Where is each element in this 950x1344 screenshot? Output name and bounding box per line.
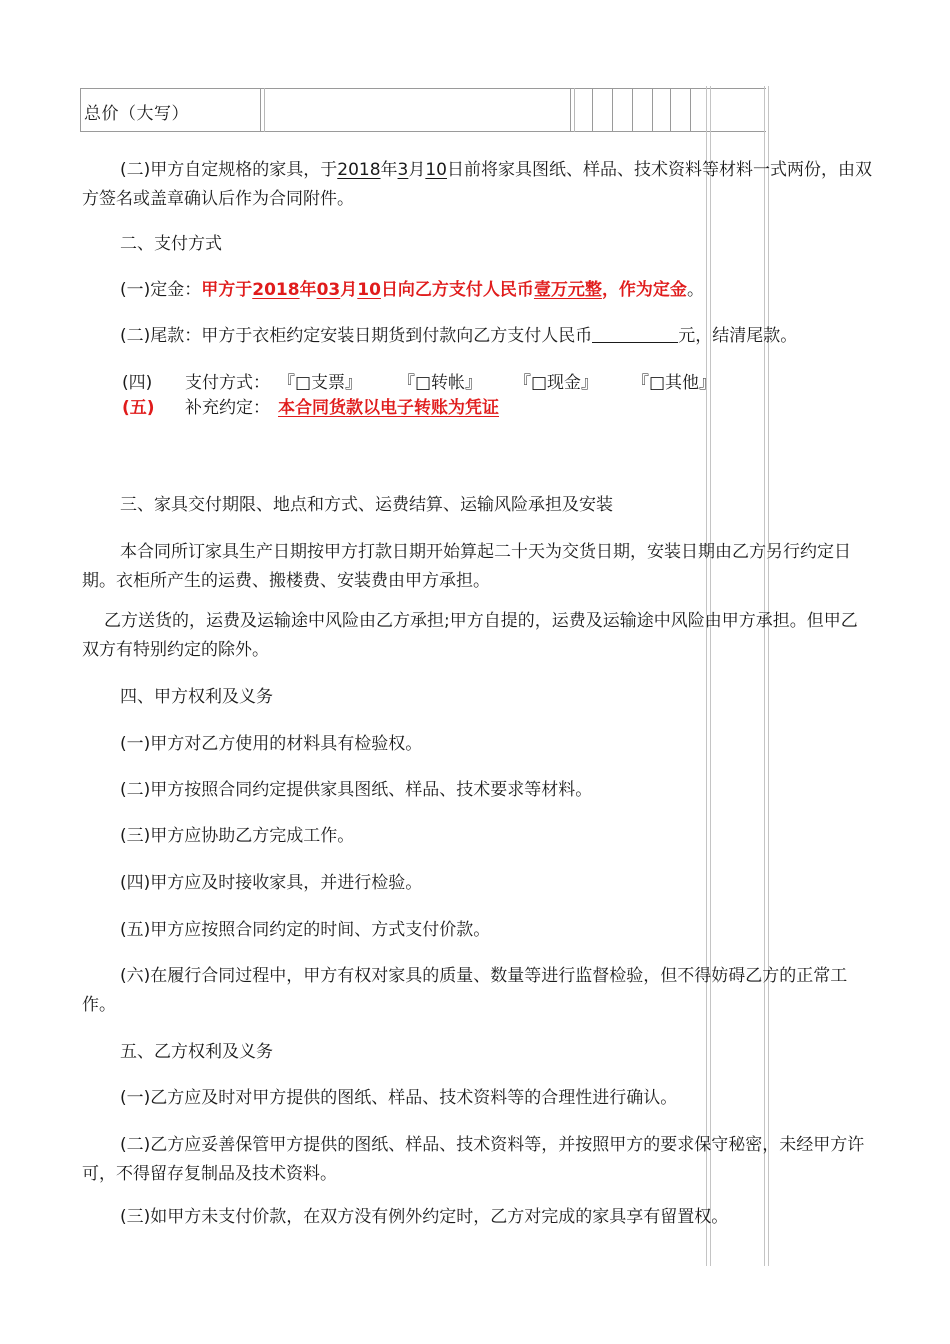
- list-item: (六)在履行合同过程中，甲方有权对家具的质量、数量等进行监督检验，但不得妨碍乙方的正常工作。: [82, 966, 848, 1015]
- total-price-label: 总价（大写）: [84, 104, 189, 124]
- table-divider: [652, 88, 653, 132]
- total-price-table: [80, 88, 766, 132]
- table-divider: [670, 88, 671, 132]
- section-4-title: 四、甲方权利及义务: [120, 687, 273, 707]
- list-item: (一)甲方对乙方使用的材料具有检验权。: [120, 734, 423, 754]
- section-2-title: 二、支付方式: [120, 234, 222, 254]
- option-other[interactable]: 『□其他』: [632, 373, 717, 393]
- document-page: 总价（大写） (二)甲方自定规格的家具，于2018年3月10日前将家具图纸、样品、技术资料等材料一式两份，由双方签名或盖章确认后作为合同附件。 二、支付方式 (一)定金：甲方于2018年03月10日向乙方支付人民币壹万元整，作为定金。 (二)尾款：甲方于衣柜约定安装日期货到付款向乙方支付人民币 元，结清尾款。 (四) 支付方式： 『□支票』 『□转帐』 『□现金』 『□其他』 (五) 补充约定： 本合同货款以电子转账为凭证 三、家具交付期限、地点和方式、运费结算、运输风险承担及安装 本合同所订家具生产日期按甲方打款日期开始算起二十天为交货日期，安装日期由乙方另行约定日期。衣柜所产生的运费、搬楼费、安装费由甲方承担。 乙方送货的，运费及运输途中风险由乙方承担;甲方自提的，运费及运输途中风险由甲方承担。但甲乙双方有特别约定的除外。 四、甲方权利及义务 (一)甲方对乙方使用的材料具有检验权。 (二)甲方按照合同约定提供家具图纸、样品、技术要求等材料。 (三)甲方应协助乙方完成工作。 (四)甲方应及时接收家具，并进行检验。 (五)甲方应按照合同约定的时间、方式支付价款。 (六)在履行合同过程中，甲方有权对家具的质量、数量等进行监督检验，但不得妨碍乙方的正常工作。 五、乙方权利及义务 (一)乙方应及时对甲方提供的图纸、样品、技术资料等的合理性进行确认。 (二)乙方应妥善保管甲方提供的图纸、样品、技术资料等，并按照甲方的要求保守秘密，未经甲方许可，不得留存复制品及技术资料。 (三)如甲方未支付价款，在双方没有例外约定时，乙方对完成的家具享有留置权。: [0, 0, 950, 1344]
- table-divider: [260, 88, 261, 132]
- list-item: (三)如甲方未支付价款，在双方没有例外约定时，乙方对完成的家具享有留置权。: [120, 1207, 729, 1227]
- list-item: (三)甲方应协助乙方完成工作。: [120, 826, 355, 846]
- section-3-title: 三、家具交付期限、地点和方式、运费结算、运输风险承担及安装: [120, 495, 613, 515]
- option-transfer[interactable]: 『□转帐』: [398, 373, 483, 393]
- table-divider: [612, 88, 613, 132]
- table-divider: [264, 88, 265, 132]
- supplement-text: 本合同货款以电子转账为凭证: [278, 398, 499, 418]
- section-3-para-1: 本合同所订家具生产日期按甲方打款日期开始算起二十天为交货日期，安装日期由乙方另行约定日期。衣柜所产生的运费、搬楼费、安装费由甲方承担。: [82, 542, 851, 591]
- table-divider: [570, 88, 571, 132]
- deposit-clause: (一)定金：甲方于2018年03月10日向乙方支付人民币壹万元整，作为定金。: [120, 280, 704, 300]
- list-item: (二)甲方按照合同约定提供家具图纸、样品、技术要求等材料。: [120, 780, 593, 800]
- option-check[interactable]: 『□支票』: [278, 373, 363, 393]
- table-divider: [632, 88, 633, 132]
- list-item: (四)甲方应及时接收家具，并进行检验。: [120, 873, 423, 893]
- list-item: (五)甲方应按照合同约定的时间、方式支付价款。: [120, 920, 491, 940]
- table-divider: [574, 88, 575, 132]
- design-clause: (二)甲方自定规格的家具，于2018年3月10日前将家具图纸、样品、技术资料等材料一式两份，由双方签名或盖章确认后作为合同附件。: [82, 160, 872, 209]
- list-item: (二)乙方应妥善保管甲方提供的图纸、样品、技术资料等，并按照甲方的要求保守秘密，未经甲方许可，不得留存复制品及技术资料。: [82, 1135, 865, 1184]
- balance-clause: (二)尾款：甲方于衣柜约定安装日期货到付款向乙方支付人民币 元，结清尾款。: [120, 326, 798, 346]
- table-divider: [592, 88, 593, 132]
- option-cash[interactable]: 『□现金』: [514, 373, 599, 393]
- section-3-para-2: 乙方送货的，运费及运输途中风险由乙方承担;甲方自提的，运费及运输途中风险由甲方承担。但甲乙双方有特别约定的除外。: [82, 611, 858, 660]
- section-5-title: 五、乙方权利及义务: [120, 1042, 273, 1062]
- table-divider: [690, 88, 691, 132]
- list-item: (一)乙方应及时对甲方提供的图纸、样品、技术资料等的合理性进行确认。: [120, 1088, 678, 1108]
- amount-blank: [592, 324, 678, 343]
